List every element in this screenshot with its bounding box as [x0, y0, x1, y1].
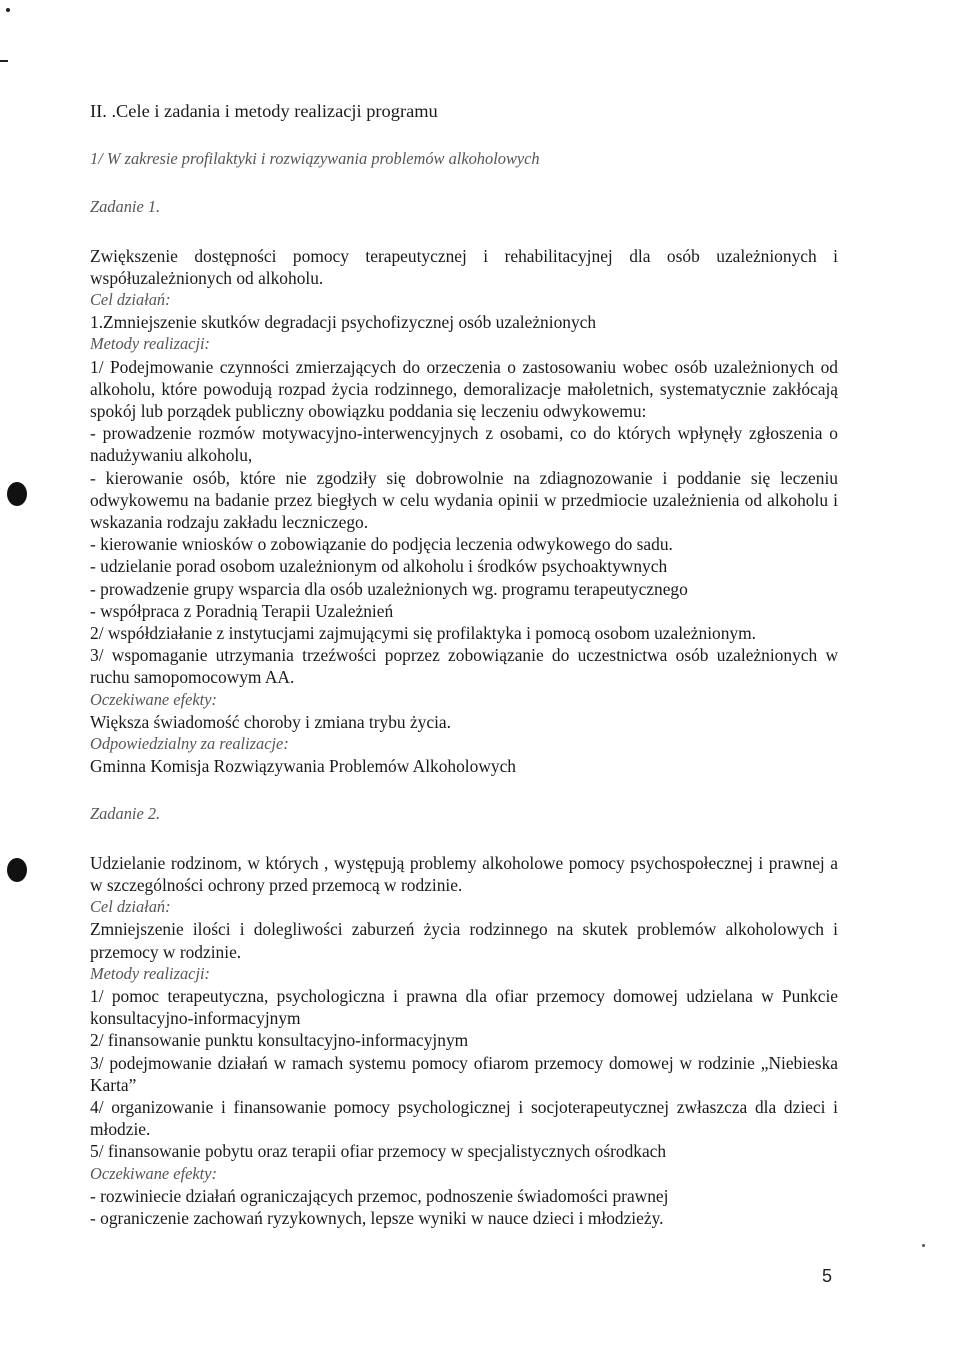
task1-method-item: - udzielanie porad osobom uzależnionym od alkoholu i środków psychoaktywnych [90, 556, 668, 577]
section-subtitle: 1/ W zakresie profilaktyki i rozwiązywania problemów alkoholowych [90, 149, 540, 169]
task2-method-item: 5/ finansowanie pobytu oraz terapii ofiar przemocy w specjalistycznych ośrodkach [90, 1141, 667, 1162]
punch-hole [7, 858, 27, 882]
task1-method-item: 2/ współdziałanie z instytucjami zajmującymi się profilaktyka i pomocą osobom uzależnionym. [90, 623, 756, 644]
scan-speck [6, 8, 10, 12]
task1-responsible-label: Odpowiedzialny za realizacje: [90, 734, 289, 754]
task1-effects-label: Oczekiwane efekty: [90, 689, 217, 709]
task2-effect-item: - ograniczenie zachowań ryzykownych, lepsze wyniki w nauce dzieci i młodzieży. [90, 1207, 664, 1228]
task1-method-item: - prowadzenie grupy wsparcia dla osób uzależnionych wg. programu terapeutycznego [90, 578, 688, 599]
task2-goal: Zmniejszenie ilości i dolegliwości zaburzeń życia rodzinnego na skutek problemów alkoholowych i przemocy w rodzinie. [90, 919, 838, 962]
scan-speck [922, 1244, 925, 1247]
scan-mark [0, 60, 8, 62]
task1-effects: Większa świadomość choroby i zmiana trybu życia. [90, 711, 451, 732]
task2-heading: Zadanie 2. [90, 804, 161, 824]
task2-method-item: 4/ organizowanie i finansowanie pomocy psychologicznej i socjoterapeutycznej zwłaszcza dla dzieci i młodzie. [90, 1096, 838, 1140]
document-body [90, 100, 838, 1229]
section-title: II. .Cele i zadania i metody realizacji programu [90, 101, 438, 121]
task1-goal-label: Cel działań: [90, 290, 171, 310]
task1-method-item: - współpraca z Poradnią Terapii Uzależnień [90, 600, 394, 621]
task2-method-item: 3/ podejmowanie działań w ramach systemu pomocy ofiarom przemocy domowej w rodzinie „Niebieska Karta” [90, 1052, 838, 1095]
task1-method-item: 1/ Podejmowanie czynności zmierzających do orzeczenia o zastosowaniu wobec osób uzależnionych od alkoholu, które powodują rozpad życia rodzinnego, demoralizacje małoletnich, systematycznie zakłócają spokój lub porządek publiczny obowiązku poddania się leczeniu odwykowemu: [90, 356, 838, 422]
task2-description: Udzielanie rodzinom, w których , występują problemy alkoholowe pomocy psychospołecznej i prawnej a w szczególności ochrony przed przemocą w rodzinie. [90, 852, 838, 895]
punch-hole [7, 482, 27, 506]
task2-method-item: 2/ finansowanie punktu konsultacyjno-informacyjnym [90, 1030, 469, 1051]
task1-responsible: Gminna Komisja Rozwiązywania Problemów Alkoholowych [90, 756, 517, 777]
task2-goal-label: Cel działań: [90, 897, 171, 917]
task1-method-item: - prowadzenie rozmów motywacyjno-interwencyjnych z osobami, co do których wpłynęły zgłoszenia o nadużywaniu alkoholu, [90, 423, 838, 466]
task2-methods-label: Metody realizacji: [90, 963, 211, 983]
page-number: 5 [822, 1266, 833, 1286]
task2-effects-label: Oczekiwane efekty: [90, 1163, 217, 1183]
task1-methods-label: Metody realizacji: [90, 334, 211, 354]
task1-method-item: - kierowanie osób, które nie zgodziły się dobrowolnie na zdiagnozowanie i poddanie się leczeniu odwykowemu na badanie przez biegłych w celu wydania opinii w przedmiocie uzależnienia od alkoholu i wskazania rodzaju zakładu leczniczego. [90, 467, 838, 533]
task2-effect-item: - rozwiniecie działań ograniczających przemoc, podnoszenie świadomości prawnej [90, 1185, 669, 1206]
task2-method-item: 1/ pomoc terapeutyczna, psychologiczna i prawna dla ofiar przemocy domowej udzielana w Punkcie konsultacyjno-informacyjnym [90, 985, 838, 1029]
task1-goal: 1.Zmniejszenie skutków degradacji psychofizycznej osób uzależnionych [90, 312, 597, 333]
task1-method-item: 3/ wspomaganie utrzymania trzeźwości poprzez zobowiązanie do uczestnictwa osób uzależnionych w ruchu samopomocowym AA. [90, 645, 838, 688]
task1-method-item: - kierowanie wniosków o zobowiązanie do podjęcia leczenia odwykowego do sadu. [90, 534, 673, 555]
task1-description: Zwiększenie dostępności pomocy terapeutycznej i rehabilitacyjnej dla osób uzależnionych i współuzależnionych od alkoholu. [90, 245, 838, 288]
task1-heading: Zadanie 1. [90, 197, 161, 217]
